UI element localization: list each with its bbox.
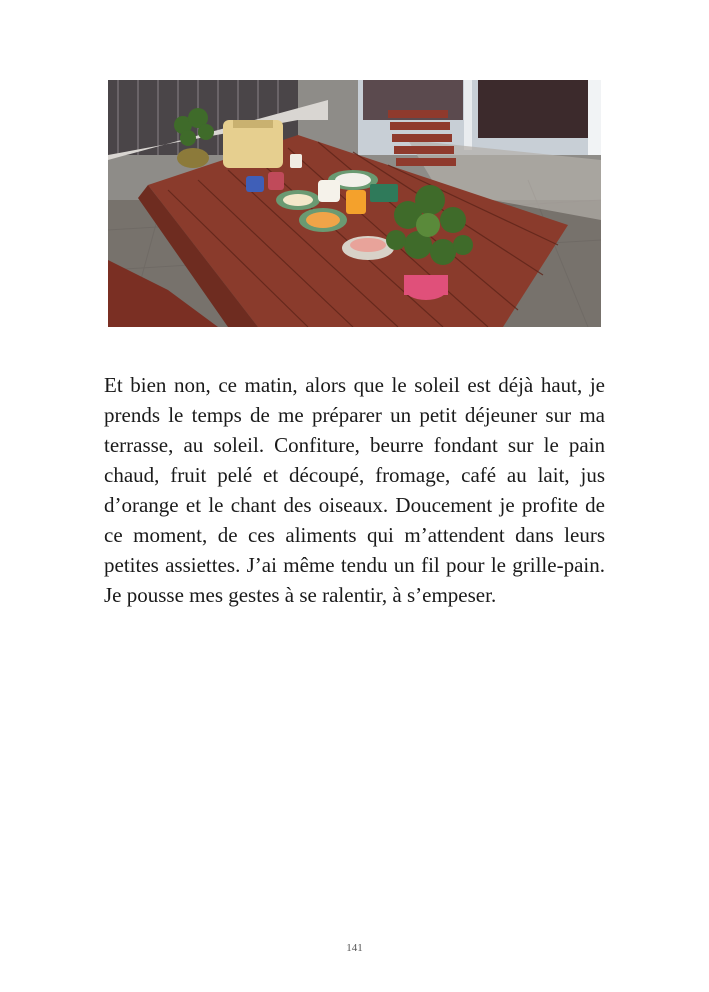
page-number: 141 (346, 942, 363, 954)
photo-illustration (108, 80, 601, 327)
body-paragraph: Et bien non, ce matin, alors que le soleil est déjà haut, je prends le temps de me préparer un petit déjeuner sur ma terrasse, au soleil. Confiture, beurre fondant sur le pain chaud, fruit pelé et découpé, fromage, café au lait, jus d’orange et le chant des oiseaux. Doucement je profite de ce moment, de ces aliments qui m’attendent dans leurs petites assiettes. J’ai même tendu un fil pour le grille-pain. Je pousse mes gestes à se ralentir, à s’empeser. (104, 373, 605, 607)
breakfast-terrace-photo (108, 80, 601, 327)
